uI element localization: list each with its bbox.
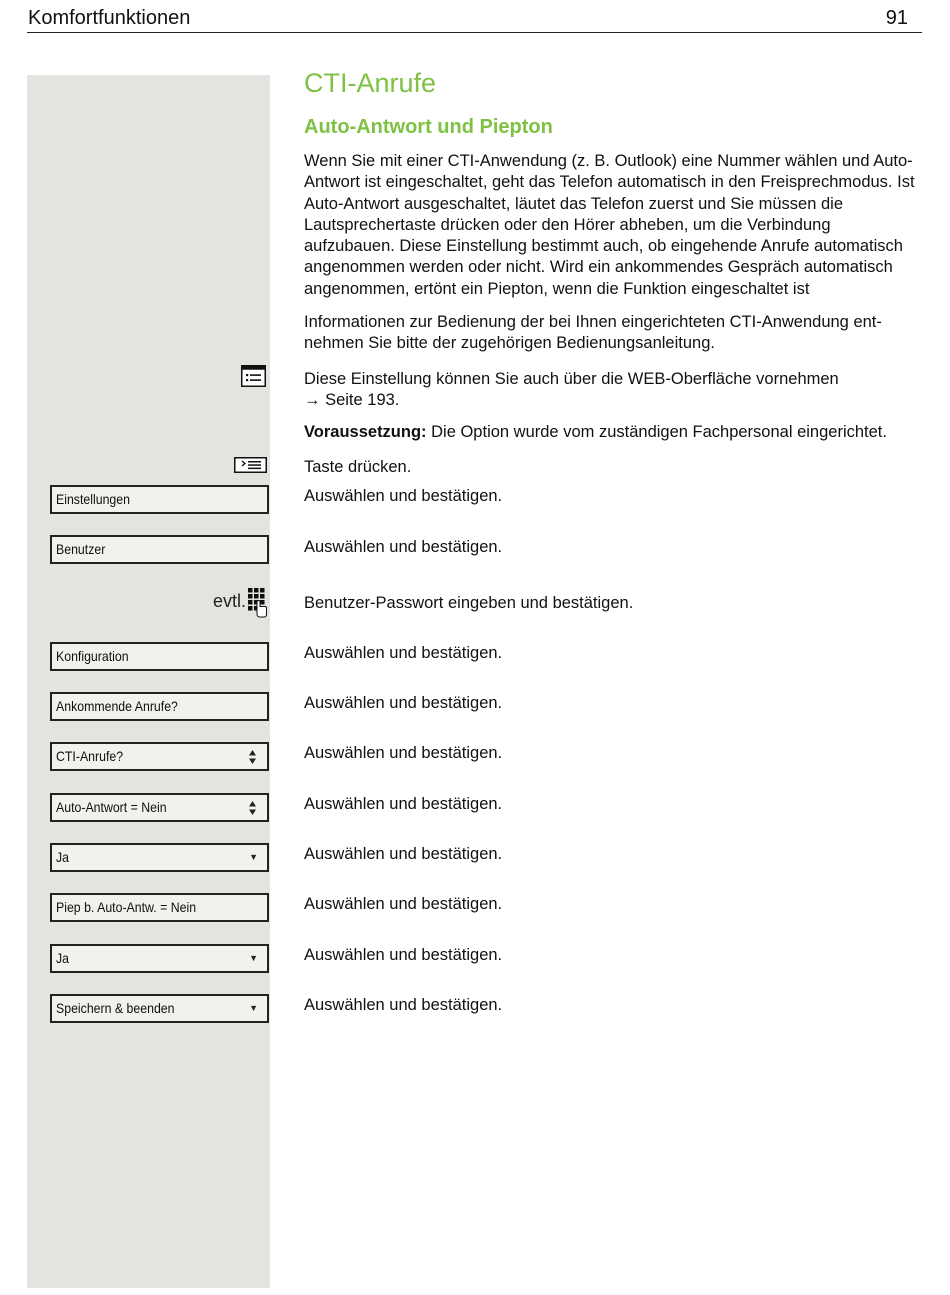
optional-label: evtl.	[213, 591, 247, 611]
menu-item-label: Speichern & beenden	[56, 1000, 175, 1016]
down-arrow-icon: ▼	[249, 852, 258, 862]
section-subtitle: Auto-Antwort und Piepton	[304, 116, 553, 138]
menu-item-label: Ja	[56, 950, 70, 966]
step-text: Auswählen und bestätigen.	[304, 996, 503, 1014]
step-text: Auswählen und bestätigen.	[304, 895, 503, 913]
menu-item-auto-antwort[interactable]	[50, 793, 269, 822]
section-title: CTI-Anrufe	[304, 68, 437, 98]
step-text: Taste drücken.	[304, 458, 412, 476]
step-text: Auswählen und bestätigen.	[304, 845, 503, 863]
step-text: Auswählen und bestätigen.	[304, 487, 503, 505]
menu-item-label: Konfiguration	[56, 648, 129, 664]
page-number: 91	[885, 7, 908, 29]
step-text: Auswählen und bestätigen.	[304, 538, 503, 556]
menu-item-label: Benutzer	[56, 541, 106, 557]
down-arrow-icon: ▼	[249, 1003, 258, 1013]
prerequisite-label: Voraussetzung:	[304, 423, 427, 441]
menu-item-ja[interactable]	[50, 944, 269, 973]
menu-item-ja[interactable]	[50, 843, 269, 872]
web-interface-icon	[241, 365, 266, 392]
keypad-icon	[248, 588, 268, 623]
info-paragraph: Informationen zur Bedienung der bei Ihnen eingerichteten CTI-Anwendung entnehmen Sie bitte der zugehörigen Bedienungsanleitung.	[304, 313, 882, 353]
menu-key-icon	[234, 457, 267, 478]
intro-paragraph: Wenn Sie mit einer CTI-Anwendung (z. B. Outlook) eine Nummer wählen und Auto-Antwort ist eingeschaltet, geht das Telefon automatisch in den Freisprechmodus. Ist Auto-Antwort ausgeschaltet, läutet das Telefon zuerst und Sie müssen die Lautsprechertaste drücken oder den Hörer abheben, um die Verbindung aufzubauen. Diese Einstellung bestimmt auch, ob eingehende Anrufe automatisch angenommen werden oder nicht. Wird ein ankommendes Gespräch automatisch angenommen, ertönt ein Piepton, wenn die Funktion eingeschaltet ist	[304, 152, 915, 298]
menu-item-label: Auto-Antwort = Nein	[56, 799, 167, 815]
step-text: Auswählen und bestätigen.	[304, 744, 503, 762]
step-text: Auswählen und bestätigen.	[304, 795, 503, 813]
menu-item-label: Ankommende Anrufe?	[56, 698, 178, 714]
prerequisite-text: Die Option wurde vom zuständigen Fachpersonal eingerichtet.	[426, 423, 887, 441]
sidebar-panel	[27, 75, 270, 1288]
menu-item-ankommende-anrufe[interactable]	[50, 692, 269, 721]
web-note	[304, 369, 924, 412]
step-text: Benutzer-Passwort eingeben und bestätigen.	[304, 594, 634, 612]
page-header	[27, 6, 922, 33]
menu-item-piep-auto-antwort[interactable]	[50, 893, 269, 922]
menu-item-cti-anrufe[interactable]	[50, 742, 269, 771]
menu-item-einstellungen[interactable]	[50, 485, 269, 514]
menu-item-label: Ja	[56, 849, 70, 865]
prerequisite	[304, 422, 924, 443]
page-reference-link[interactable]: → Seite 193.	[304, 391, 400, 410]
down-arrow-icon: ▼	[249, 953, 258, 963]
step-text: Auswählen und bestätigen.	[304, 644, 503, 662]
up-down-arrow-icon	[249, 750, 256, 764]
menu-item-label: Einstellungen	[56, 491, 130, 507]
step-text: Auswählen und bestätigen.	[304, 946, 503, 964]
menu-item-label: Piep b. Auto-Antw. = Nein	[56, 899, 197, 915]
step-text: Auswählen und bestätigen.	[304, 694, 503, 712]
menu-item-benutzer[interactable]	[50, 535, 269, 564]
menu-item-label: CTI-Anrufe?	[56, 748, 124, 764]
up-down-arrow-icon	[249, 801, 256, 815]
chapter-title: Komfortfunktionen	[28, 7, 191, 29]
menu-item-konfiguration[interactable]	[50, 642, 269, 671]
menu-item-speichern-beenden[interactable]	[50, 994, 269, 1023]
web-note-text: Diese Einstellung können Sie auch über die WEB-Oberfläche vornehmen	[304, 370, 839, 388]
